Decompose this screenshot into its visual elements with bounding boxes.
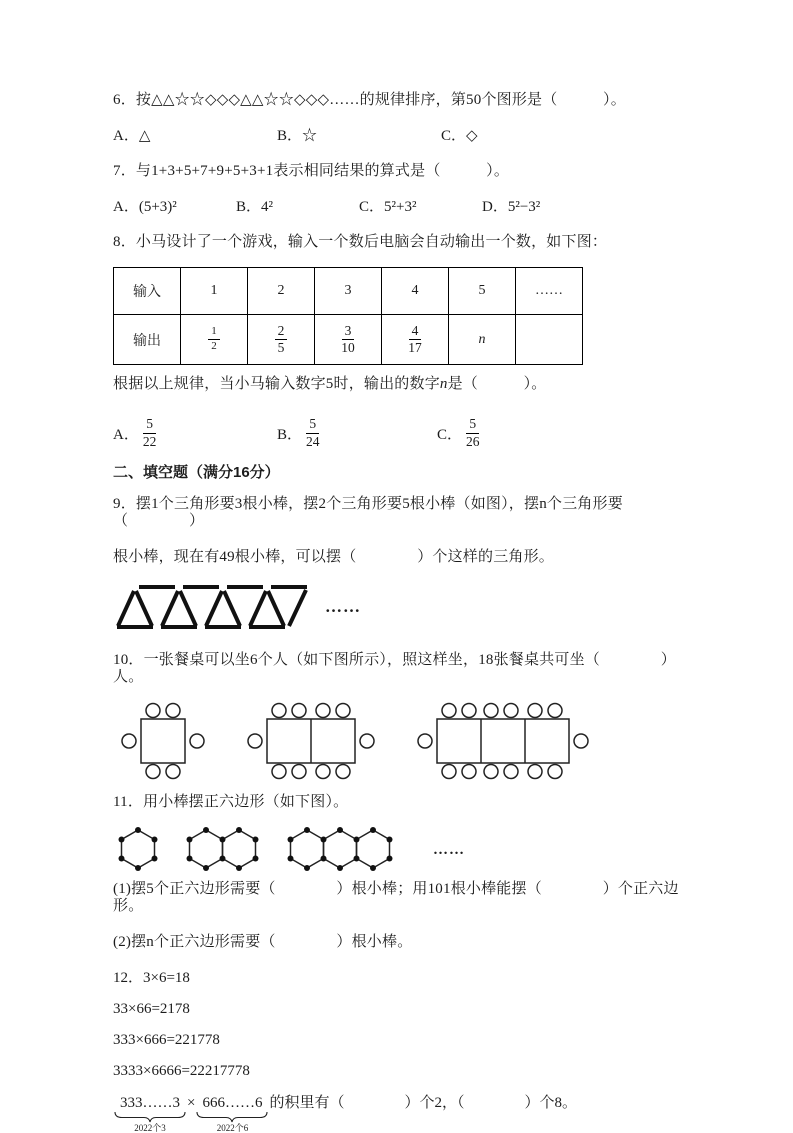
q7-option-c: C．5²+3² <box>359 199 417 215</box>
underbrace-icon <box>114 1111 186 1123</box>
io-cell: …… <box>516 268 583 315</box>
question-12-underbrace-expression <box>113 1094 683 1133</box>
section-2-heading: 二、填空题（满分16分） <box>113 464 280 481</box>
ellipsis-dots: …… <box>325 597 361 616</box>
fraction: $\frac{4}{17}$ <box>408 322 422 355</box>
io-cell-input-label: 输入 <box>114 268 181 315</box>
two-tables-drawing <box>247 702 375 780</box>
io-cell <box>248 315 315 365</box>
q7-option-d: D．5²−3² <box>482 199 541 215</box>
question-12-line-4: 3333×6666=22217778 <box>113 1063 250 1079</box>
io-cell: 5 <box>449 268 516 315</box>
matchstick-triangles-drawing <box>115 582 315 632</box>
question-12-final-text: 的积里有（ ）个2，（ ）个8。 <box>269 1095 577 1111</box>
q6-option-c: C．◇ <box>441 128 478 144</box>
q9-triangle-figure <box>115 582 683 632</box>
question-10-text: 10．一张餐桌可以坐6个人（如下图所示），照这样坐，18张餐桌共可坐（ ）人。 <box>113 652 677 685</box>
q6-option-b: B．☆ <box>277 128 318 144</box>
q11-hexagon-figure <box>118 827 683 873</box>
question-11-text: 11．用小棒摆正六边形（如下图）。 <box>113 794 349 810</box>
underbrace-666: 666……6 2022个6 <box>196 1094 268 1133</box>
ellipsis-dots: …… <box>433 841 465 858</box>
io-table-output-row <box>114 315 583 365</box>
question-8-options <box>113 412 683 454</box>
question-7-options <box>113 199 683 216</box>
fraction: $\frac{5}{22}$ <box>142 416 157 449</box>
underbrace-333: 333……3 2022个3 <box>114 1094 186 1133</box>
three-tables-drawing <box>417 702 589 780</box>
one-hexagon-drawing <box>118 827 158 873</box>
fraction: $\frac{3}{10}$ <box>341 322 355 355</box>
io-cell <box>181 315 248 365</box>
question-12-line-3: 333×666=221778 <box>113 1032 220 1048</box>
q8-input-output-table <box>113 267 583 365</box>
question-9-text-line1: 9．摆1个三角形要3根小棒，摆2个三角形要5根小棒（如图），摆n个三角形要（ ） <box>113 496 623 529</box>
fraction: $\frac{1}{2}$ <box>208 326 220 352</box>
io-table-input-row <box>114 268 583 315</box>
question-6-options <box>113 128 683 145</box>
io-cell: n <box>449 315 516 365</box>
question-12-line-2: 33×66=2178 <box>113 1001 190 1017</box>
q10-dining-table-figure <box>121 702 683 780</box>
io-cell: 4 <box>382 268 449 315</box>
io-cell <box>315 315 382 365</box>
question-8-text: 8．小马设计了一个游戏，输入一个数后电脑会自动输出一个数，如下图： <box>113 234 608 250</box>
question-9-text-line2: 根小棒，现在有49根小棒，可以摆（ ）个这样的三角形。 <box>113 549 555 565</box>
question-12-line-1: 12．3×6=18 <box>113 970 190 986</box>
io-cell: 3 <box>315 268 382 315</box>
q8-option-b: B． $\frac{5}{24}$ <box>277 416 320 449</box>
q6-option-a: A．△ <box>113 128 151 144</box>
q7-option-b: B．4² <box>236 199 274 215</box>
io-cell-empty <box>516 315 583 365</box>
fraction: $\frac{5}{24}$ <box>306 416 320 449</box>
question-7-text: 7．与1+3+5+7+9+5+3+1表示相同结果的算式是（ ）。 <box>113 163 510 179</box>
io-cell: 1 <box>181 268 248 315</box>
io-cell-output-label: 输出 <box>114 315 181 365</box>
q7-option-a: A．(5+3)² <box>113 199 177 215</box>
question-11-part2: (2)摆n个正六边形需要（ ）根小棒。 <box>113 934 413 950</box>
io-cell: 2 <box>248 268 315 315</box>
fraction: $\frac{2}{5}$ <box>275 324 288 355</box>
question-6-text: 6．按△△☆☆◇◇◇△△☆☆◇◇◇……的规律排序，第50个图形是（ ）。 <box>113 92 626 108</box>
two-hexagons-drawing <box>186 827 259 873</box>
fraction: $\frac{5}{26}$ <box>466 416 480 449</box>
question-8-rule-text: 根据以上规律，当小马输入数字5时，输出的数字n是（ ）。 <box>113 376 547 392</box>
q8-option-c: C． $\frac{5}{26}$ <box>437 416 480 449</box>
underbrace-icon <box>196 1111 268 1123</box>
q8-option-a: A． $\frac{5}{22}$ <box>113 416 157 449</box>
io-cell <box>382 315 449 365</box>
three-hexagons-drawing <box>287 827 393 873</box>
times-sign: × <box>187 1095 196 1111</box>
question-11-part1: (1)摆5个正六边形需要（ ）根小棒；用101根小棒能摆（ ）个正六边形。 <box>113 881 679 914</box>
one-table-drawing <box>121 702 205 780</box>
